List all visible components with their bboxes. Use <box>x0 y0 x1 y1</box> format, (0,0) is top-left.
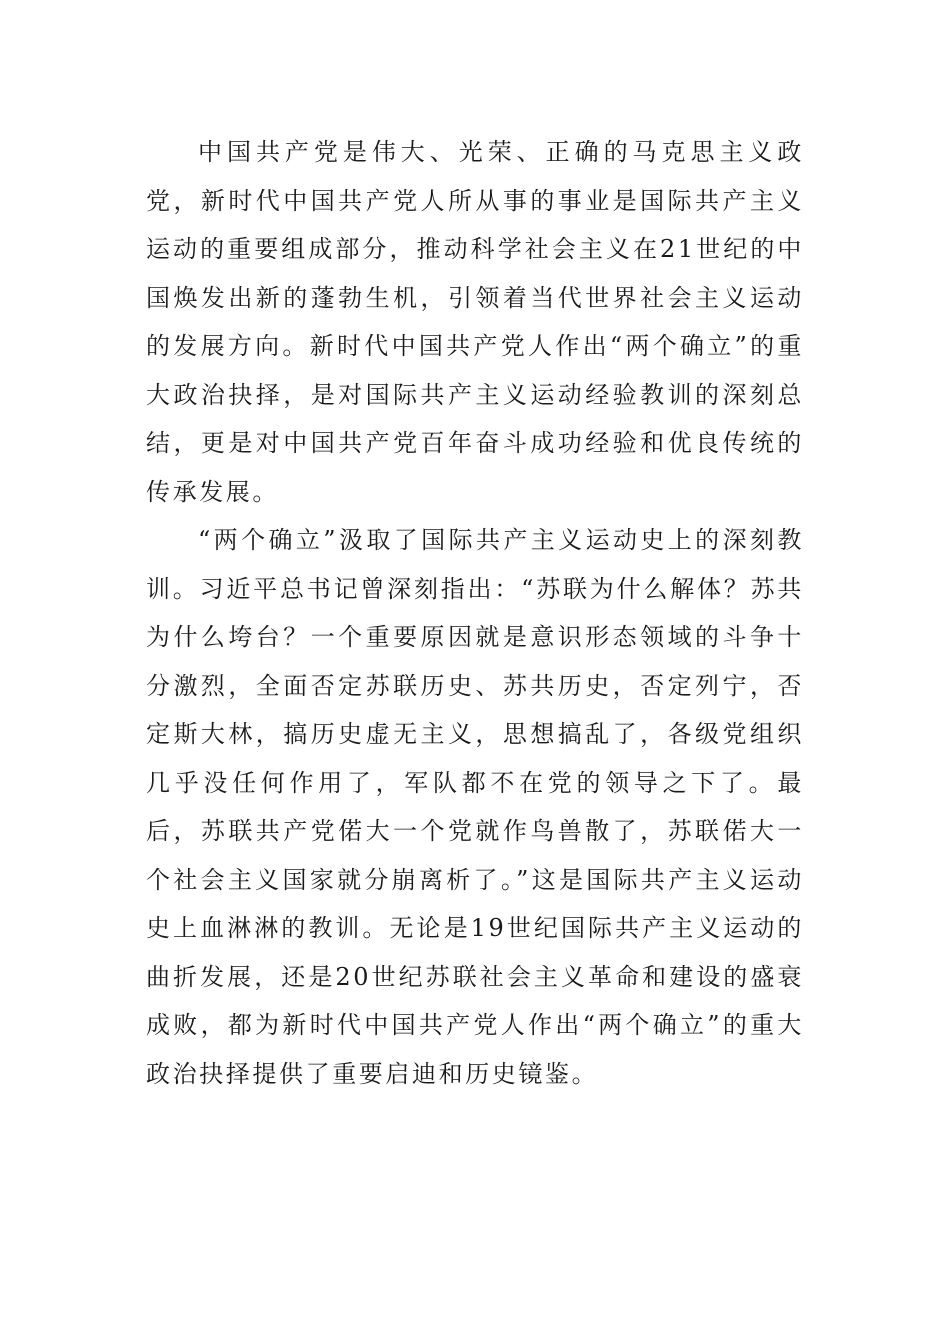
paragraph-2: “两个确立”汲取了国际共产主义运动史上的深刻教训。习近平总书记曾深刻指出：“苏联为什么解体？苏共为什么垮台？一个重要原因就是意识形态领域的斗争十分激烈，全面否定苏联历史、苏共历史，否定列宁，否定斯大林，搞历史虚无主义，思想搞乱了，各级党组织几乎没任何作用了，军队都不在党的领导之下了。最后，苏联共产党偌大一个党就作鸟兽散了，苏联偌大一个社会主义国家就分崩离析了。”这是国际共产主义运动史上血淋淋的教训。无论是19世纪国际共产主义运动的曲折发展，还是20世纪苏联社会主义革命和建设的盛衰成败，都为新时代中国共产党人作出“两个确立”的重大政治抉择提供了重要启迪和历史镜鉴。 <box>146 526 804 1088</box>
paragraph-1: 中国共产党是伟大、光荣、正确的马克思主义政党，新时代中国共产党人所从事的事业是国际共产主义运动的重要组成部分，推动科学社会主义在21世纪的中国焕发出新的蓬勃生机，引领着当代世界社会主义运动的发展方向。新时代中国共产党人作出“两个确立”的重大政治抉择，是对国际共产主义运动经验教训的深刻总结，更是对中国共产党百年奋斗成功经验和优良传统的传承发展。 <box>146 138 804 506</box>
document-body <box>146 128 804 1098</box>
